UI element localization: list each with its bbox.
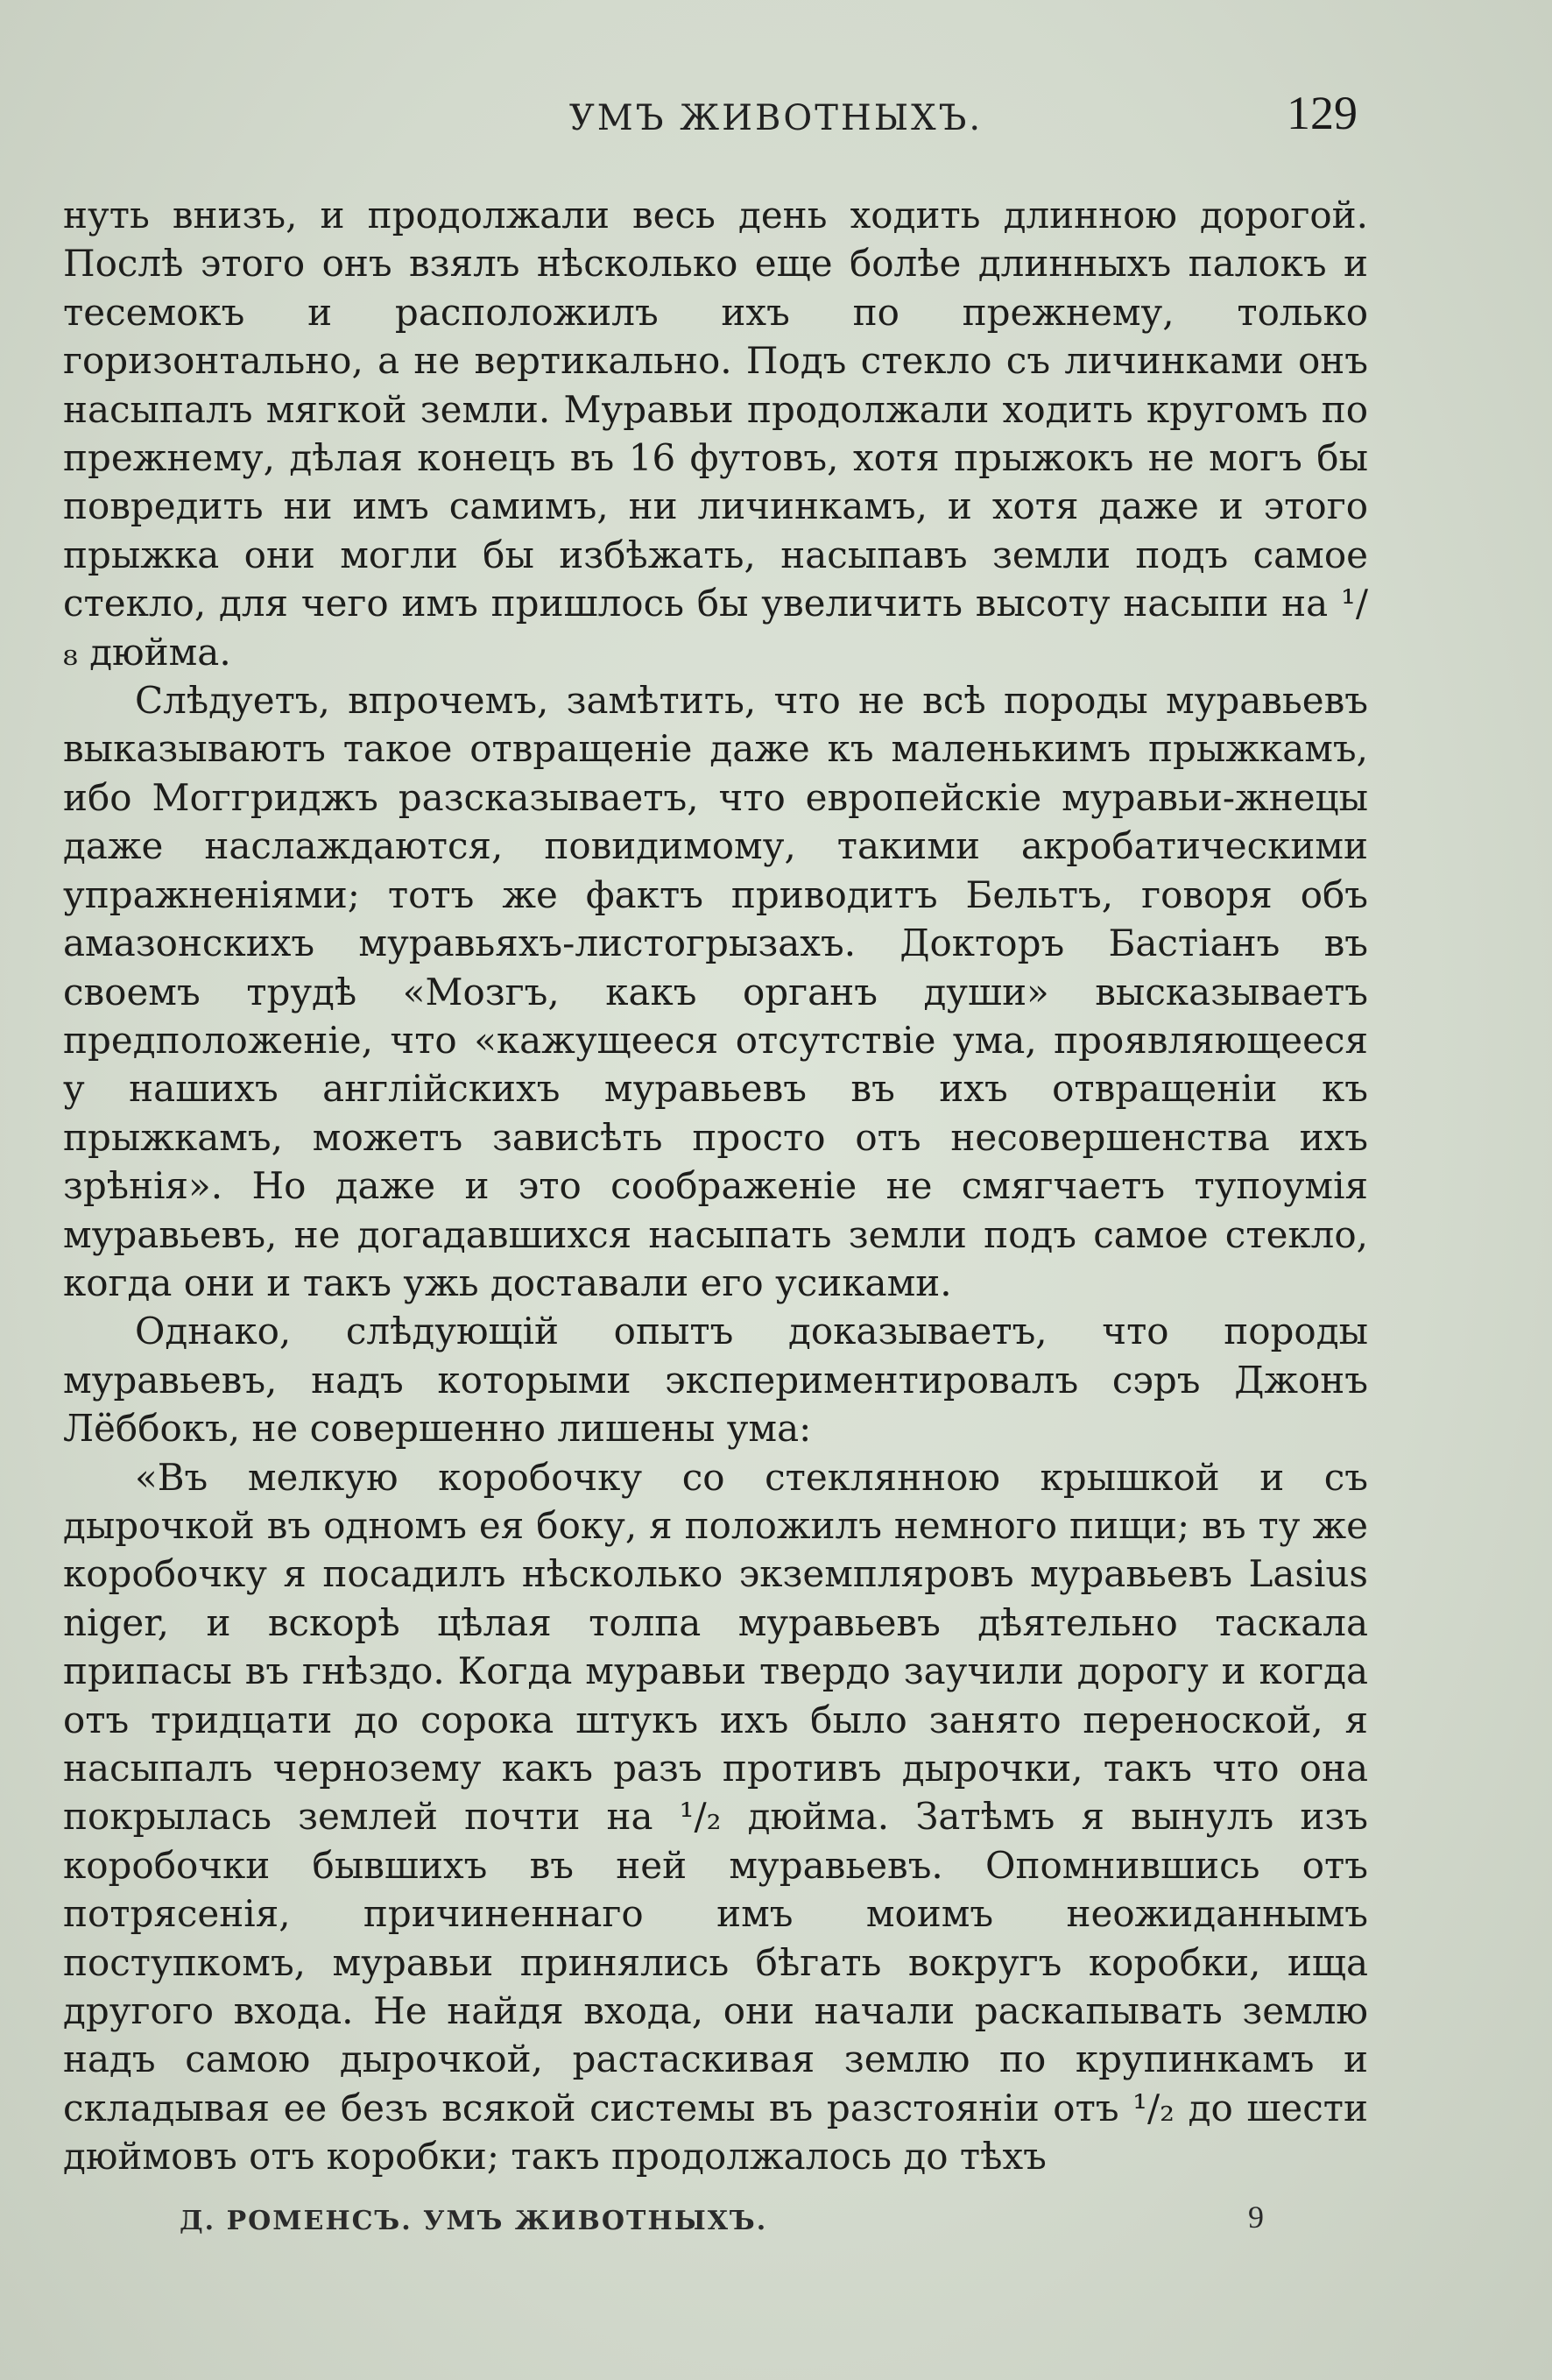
- paragraph: Слѣдуетъ, впрочемъ, замѣтить, что не всѣ породы муравьевъ выказываютъ такое отвращеніе даже къ маленькимъ прыжкамъ, ибо Моггриджъ разсказываетъ, что европейскіе муравьи-жнецы даже наслаждаются, повидимому, такими акробатическими упражненіями; тотъ же фактъ приводитъ Бельтъ, говоря объ амазонскихъ муравьяхъ-листогрызахъ. Докторъ Бастіанъ въ своемъ трудѣ «Мозгъ, какъ органъ души» высказываетъ предположеніе, что «кажущееся отсутствіе ума, проявляющееся у нашихъ англійскихъ муравьевъ въ ихъ отвращеніи къ прыжкамъ, можетъ зависѣть просто отъ несовершенства ихъ зрѣнія». Но даже и это соображеніе не смягчаетъ тупоумія муравьевъ, не догадавшихся насыпать земли подъ самое стекло, когда они и такъ ужь доставали его усиками.: [63, 679, 1368, 1304]
- paragraph-continued: нуть внизъ, и продолжали весь день ходить длинною дорогой. Послѣ этого онъ взялъ нѣсколько еще болѣе длинныхъ палокъ и тесемокъ и расположилъ ихъ по прежнему, только горизонтально, а не вертикально. Подъ стекло съ личинками онъ насыпалъ мягкой земли. Муравьи продолжали ходить кругомъ по прежнему, дѣлая конецъ въ 16 футовъ, хотя прыжокъ не могъ бы повредить ни имъ самимъ, ни личинкамъ, и хотя даже и этого прыжка они могли бы избѣжать, насыпавъ земли подъ самое стекло, для чего имъ пришлось бы увеличить высоту насыпи на ¹/₈ дюйма.: [63, 194, 1368, 674]
- running-title: УМЪ ЖИВОТНЫХЪ.: [568, 98, 984, 138]
- footer: [0, 2192, 1552, 2244]
- paragraph: Однако, слѣдующій опытъ доказываетъ, что породы муравьевъ, надъ которыми экспериментировалъ сэръ Джонъ Лёббокъ, не совершенно лишены ума:: [63, 1310, 1368, 1451]
- sheet-number: 9: [1248, 2200, 1264, 2235]
- quotation-paragraph: «Въ мелкую коробочку со стеклянною крышкой и съ дырочкой въ одномъ ея боку, я положилъ немного пищи; въ ту же коробочку я посадилъ нѣсколько экземпляровъ муравьевъ Lasius niger, и вскорѣ цѣлая толпа муравьевъ дѣятельно таскала припасы въ гнѣздо. Когда муравьи твердо заучили дорогу и когда отъ тридцати до сорока штукъ ихъ было занято переноской, я насыпалъ чернозему какъ разъ противъ дырочки, такъ что она покрылась землей почти на ¹/₂ дюйма. Затѣмъ я вынулъ изъ коробочки бывшихъ въ ней муравьевъ. Опомнившись отъ потрясенія, причиненнаго имъ моимъ неожиданнымъ поступкомъ, муравьи принялись бѣгать вокругъ коробки, ища другого входа. Не найдя входа, они начали раскапывать землю надъ самою дырочкой, растаскивая землю по крупинкамъ и складывая ее безъ всякой системы въ разстояніи отъ ¹/₂ до шести дюймовъ отъ коробки; такъ продолжалось до тѣхъ: [63, 1455, 1368, 2179]
- page-number: 129: [1287, 87, 1358, 139]
- running-head: [0, 86, 1552, 147]
- body-text: [63, 191, 1368, 2181]
- printer-signature: Д. РОМЕНСЪ. УМЪ ЖИВОТНЫХЪ.: [180, 2206, 768, 2236]
